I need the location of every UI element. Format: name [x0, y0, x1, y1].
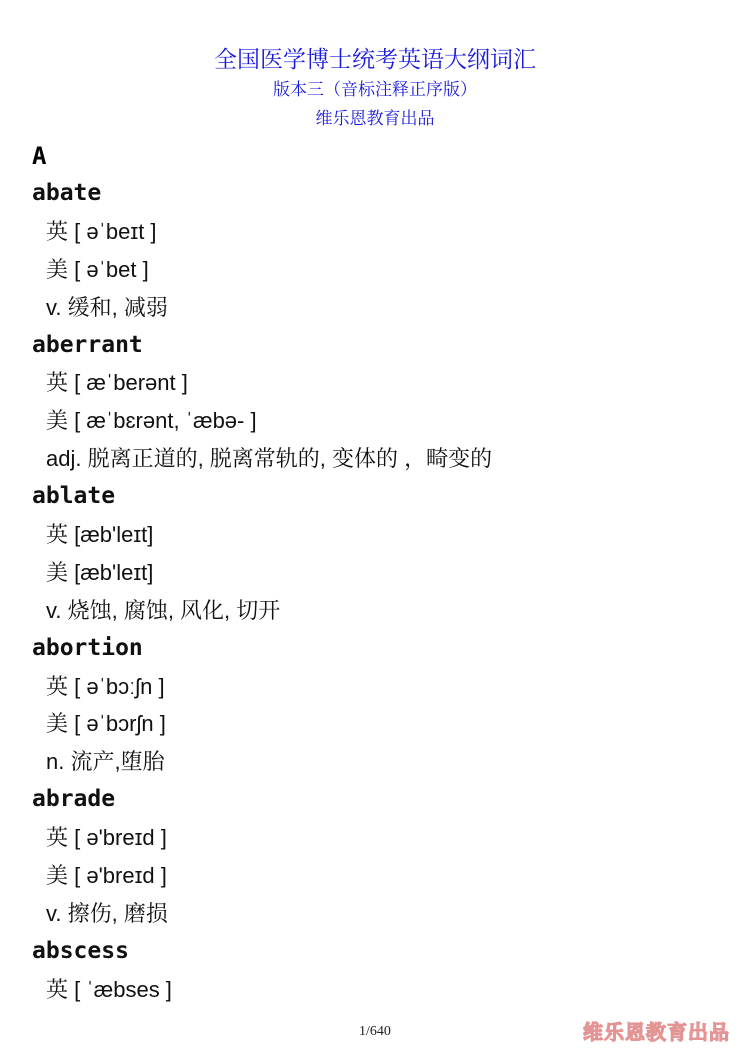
uk-pronunciation: 英 [æb'leɪt]	[46, 522, 154, 548]
us-pronunciation: 美 [ əˈbɔrʃn ]	[46, 711, 166, 737]
definition: n. 流产,堕胎	[46, 749, 165, 775]
document-subtitle: 版本三（音标注释正序版）	[273, 80, 477, 100]
uk-pronunciation: 英 [ əˈbeɪt ]	[46, 218, 157, 244]
headword: ablate	[32, 483, 116, 510]
definition: adj. 脱离正道的, 脱离常轨的, 变体的 ，畸变的	[46, 446, 493, 472]
page-number: 1/640	[359, 1024, 391, 1039]
definition: v. 擦伤, 磨损	[46, 900, 168, 926]
publisher-line: 维乐恩教育出品	[315, 109, 435, 129]
us-pronunciation: 美 [æb'leɪt]	[46, 559, 154, 585]
definition: v. 烧蚀, 腐蚀, 风化, 切开	[46, 597, 281, 623]
entry-abate	[32, 175, 722, 327]
entry-abscess	[32, 933, 722, 1009]
uk-pronunciation: 英 [ əˈbɔːʃn ]	[46, 673, 165, 699]
us-pronunciation: 美 [ əˈbet ]	[46, 256, 149, 282]
uk-pronunciation: 英 [ ˈæbses ]	[46, 976, 172, 1002]
publisher-watermark: 维乐恩教育出品	[583, 1020, 730, 1044]
document-title: 全国医学博士统考英语大纲词汇	[214, 47, 536, 73]
vocabulary-list	[32, 137, 722, 1009]
headword: abate	[32, 180, 102, 206]
headword: abscess	[32, 937, 129, 964]
section-letter: A	[32, 142, 47, 170]
headword: abrade	[32, 786, 116, 813]
entry-abrade	[32, 781, 722, 933]
entry-ablate	[32, 478, 722, 630]
us-pronunciation: 美 [ æˈbɛrənt, ˈæbə- ]	[46, 408, 257, 434]
headword: abortion	[32, 634, 143, 661]
entry-aberrant	[32, 327, 722, 479]
uk-pronunciation: 英 [ ə'breɪd ]	[46, 825, 167, 851]
headword: aberrant	[32, 331, 143, 358]
uk-pronunciation: 英 [ æˈberənt ]	[46, 370, 188, 396]
us-pronunciation: 美 [ ə'breɪd ]	[46, 863, 167, 889]
entry-abortion	[32, 630, 722, 782]
definition: v. 缓和, 减弱	[46, 294, 168, 320]
